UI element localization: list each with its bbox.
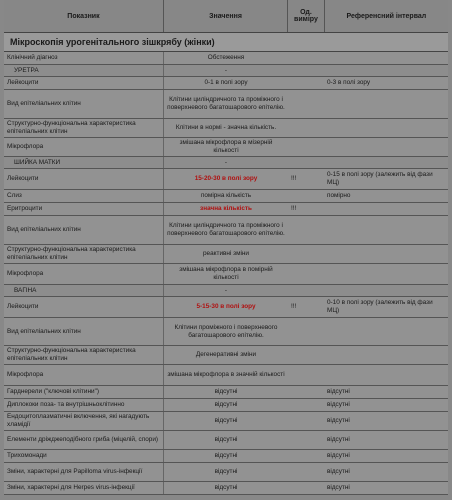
- row-unit: [288, 463, 324, 481]
- row-reference: відсутні: [327, 484, 350, 492]
- table-row: [4, 77, 448, 90]
- row-value: Клітини циліндричного та проміжного і поверхневого багатошарового епітелію.: [167, 96, 285, 111]
- row-value: реактивні зміни: [203, 250, 249, 258]
- row-value: Клітини в нормі - значна кількість.: [175, 124, 277, 132]
- table-row: [4, 52, 448, 65]
- row-value: помірна кількість: [200, 192, 252, 200]
- row-value: значна кількість: [200, 205, 252, 213]
- row-unit: !!!: [291, 303, 297, 311]
- row-value: 5-15-30 в полі зору: [196, 303, 256, 311]
- row-unit: [288, 450, 324, 462]
- row-unit: [288, 52, 324, 64]
- row-reference: [324, 365, 448, 385]
- row-reference: [324, 90, 448, 118]
- table-row: [4, 138, 448, 157]
- row-reference: відсутні: [327, 401, 350, 409]
- table-row: [4, 190, 448, 203]
- table-row: [4, 245, 448, 264]
- row-label: Структурно-функціональна характеристика епітеліальних клітин: [4, 119, 164, 137]
- row-value: відсутні: [214, 401, 238, 409]
- row-unit: [288, 190, 324, 202]
- row-value: відсутні: [214, 388, 238, 396]
- table-row: [4, 169, 448, 190]
- row-label: Гарднерели ("ключові клітини"): [4, 386, 164, 398]
- table-row: [4, 431, 448, 450]
- row-label: УРЕТРА: [4, 65, 164, 76]
- row-value: відсутні: [214, 417, 238, 425]
- row-unit: [288, 264, 324, 284]
- row-value: Обстеження: [207, 54, 245, 62]
- header-value: Значення: [164, 0, 288, 32]
- table-row: [4, 450, 448, 463]
- row-unit: [288, 216, 324, 244]
- row-label: Мікрофлора: [4, 365, 164, 385]
- row-value: відсутні: [214, 452, 238, 460]
- row-value: 15-20-30 в полі зору: [194, 175, 258, 183]
- row-value: Дегенеративні зміни: [195, 351, 257, 359]
- row-value: змішана мікрофлора в значній кількості: [167, 371, 285, 379]
- row-unit: [288, 157, 324, 168]
- table-row: [4, 318, 448, 346]
- table-row: [4, 463, 448, 482]
- row-label: Вид епітеліальних клітин: [4, 90, 164, 118]
- row-unit: [288, 431, 324, 449]
- lab-report: [4, 0, 448, 500]
- row-unit: [288, 245, 324, 263]
- row-value: 0-1 в полі зору: [204, 79, 248, 87]
- row-label: Трихомонади: [4, 450, 164, 462]
- row-label: Лейкоцити: [4, 297, 164, 317]
- row-unit: [288, 77, 324, 89]
- row-reference: [324, 52, 448, 64]
- results-table: [4, 52, 448, 495]
- row-value: -: [224, 66, 228, 74]
- header-unit: Од. виміру: [288, 0, 325, 32]
- row-unit: [288, 318, 324, 345]
- table-row: [4, 216, 448, 245]
- table-row: [4, 297, 448, 318]
- table-row: [4, 203, 448, 216]
- row-label: Мікрофлора: [4, 138, 164, 156]
- row-label: Клінічний діагноз: [4, 52, 164, 64]
- row-unit: [288, 386, 324, 398]
- row-label: Зміни, характерні для Herpes virus-інфекції: [4, 482, 164, 494]
- row-value: -: [224, 158, 228, 166]
- header-indicator: Показник: [4, 0, 164, 32]
- row-unit: [288, 365, 324, 385]
- table-row: [4, 90, 448, 119]
- table-row: [4, 264, 448, 285]
- row-reference: [324, 65, 448, 76]
- row-reference: відсутні: [327, 388, 350, 396]
- row-reference: [324, 264, 448, 284]
- row-reference: [324, 216, 448, 244]
- row-reference: [324, 346, 448, 364]
- row-label: Лейкоцити: [4, 77, 164, 89]
- section-row: [4, 285, 448, 297]
- table-row: [4, 386, 448, 399]
- row-reference: [324, 138, 448, 156]
- row-unit: !!!: [291, 205, 297, 213]
- row-unit: [288, 346, 324, 364]
- table-row: [4, 482, 448, 495]
- row-value: відсутні: [214, 436, 238, 444]
- row-value: Клітини циліндричного та проміжного і поверхневого багатошарового епітелію.: [167, 222, 285, 237]
- row-label: Вид епітеліальних клітин: [4, 318, 164, 345]
- row-value: відсутні: [214, 484, 238, 492]
- row-unit: [288, 119, 324, 137]
- row-reference: 0-3 в полі зору: [327, 79, 371, 87]
- row-reference: [324, 157, 448, 168]
- row-unit: [288, 65, 324, 76]
- row-unit: [288, 90, 324, 118]
- row-unit: [288, 138, 324, 156]
- row-label: Слиз: [4, 190, 164, 202]
- row-label: Еритроцити: [4, 203, 164, 215]
- row-reference: [324, 245, 448, 263]
- section-row: [4, 65, 448, 77]
- row-unit: !!!: [291, 175, 297, 183]
- row-label: ШИЙКА МАТКИ: [4, 157, 164, 168]
- row-reference: відсутні: [327, 468, 350, 476]
- row-unit: [288, 399, 324, 411]
- row-label: Структурно-функціональна характеристика епітеліальних клітин: [4, 346, 164, 364]
- row-value: Клітини проміжного і поверхневого багатошарового епітелію.: [174, 323, 278, 339]
- row-label: Зміни, характерні для Papilloma virus-інфекції: [4, 463, 164, 481]
- row-reference: [324, 318, 448, 345]
- row-reference: відсутні: [327, 452, 350, 460]
- row-reference: 0-10 в полі зору (залежить від фази МЦ): [327, 299, 433, 314]
- section-title: Мікроскопія урогенітального зішкрябу (жінки): [4, 33, 448, 52]
- table-row: [4, 119, 448, 138]
- table-header: [4, 0, 448, 33]
- row-reference: [324, 119, 448, 137]
- row-reference: [324, 285, 448, 296]
- table-row: [4, 412, 448, 431]
- row-label: Ендоцитоплазматичні включення, які нагадують хламідії: [4, 412, 164, 430]
- row-reference: відсутні: [327, 417, 350, 425]
- header-reference: Референсний інтервал: [346, 12, 427, 20]
- row-label: Вид епітеліальних клітин: [4, 216, 164, 244]
- row-unit: [288, 482, 324, 494]
- row-label: ВАГІНА: [4, 285, 164, 296]
- row-label: Структурно-функціональна характеристика епітеліальних клітин: [4, 245, 164, 263]
- table-row: [4, 346, 448, 365]
- row-reference: відсутні: [327, 436, 350, 444]
- row-value: змішана мікрофлора в мізерній кількості: [179, 139, 273, 154]
- row-unit: [288, 285, 324, 296]
- row-label: Лейкоцити: [4, 169, 164, 189]
- table-row: [4, 365, 448, 386]
- row-value: -: [224, 286, 228, 294]
- table-row: [4, 399, 448, 412]
- row-label: Диплококи поза- та внутрішньоклітинно: [4, 399, 164, 411]
- row-reference: 0-15 в полі зору (залежить від фази МЦ): [327, 171, 433, 186]
- section-row: [4, 157, 448, 169]
- row-label: Елементи дріжджеподібного гриба (міцелій, спори): [4, 431, 164, 449]
- row-value: змішана мікрофлора в помірній кількості: [179, 266, 273, 281]
- row-label: Мікрофлора: [4, 264, 164, 284]
- row-value: відсутні: [214, 468, 238, 476]
- row-reference: [324, 203, 448, 215]
- row-reference: помірно: [327, 192, 351, 200]
- row-unit: [288, 412, 324, 430]
